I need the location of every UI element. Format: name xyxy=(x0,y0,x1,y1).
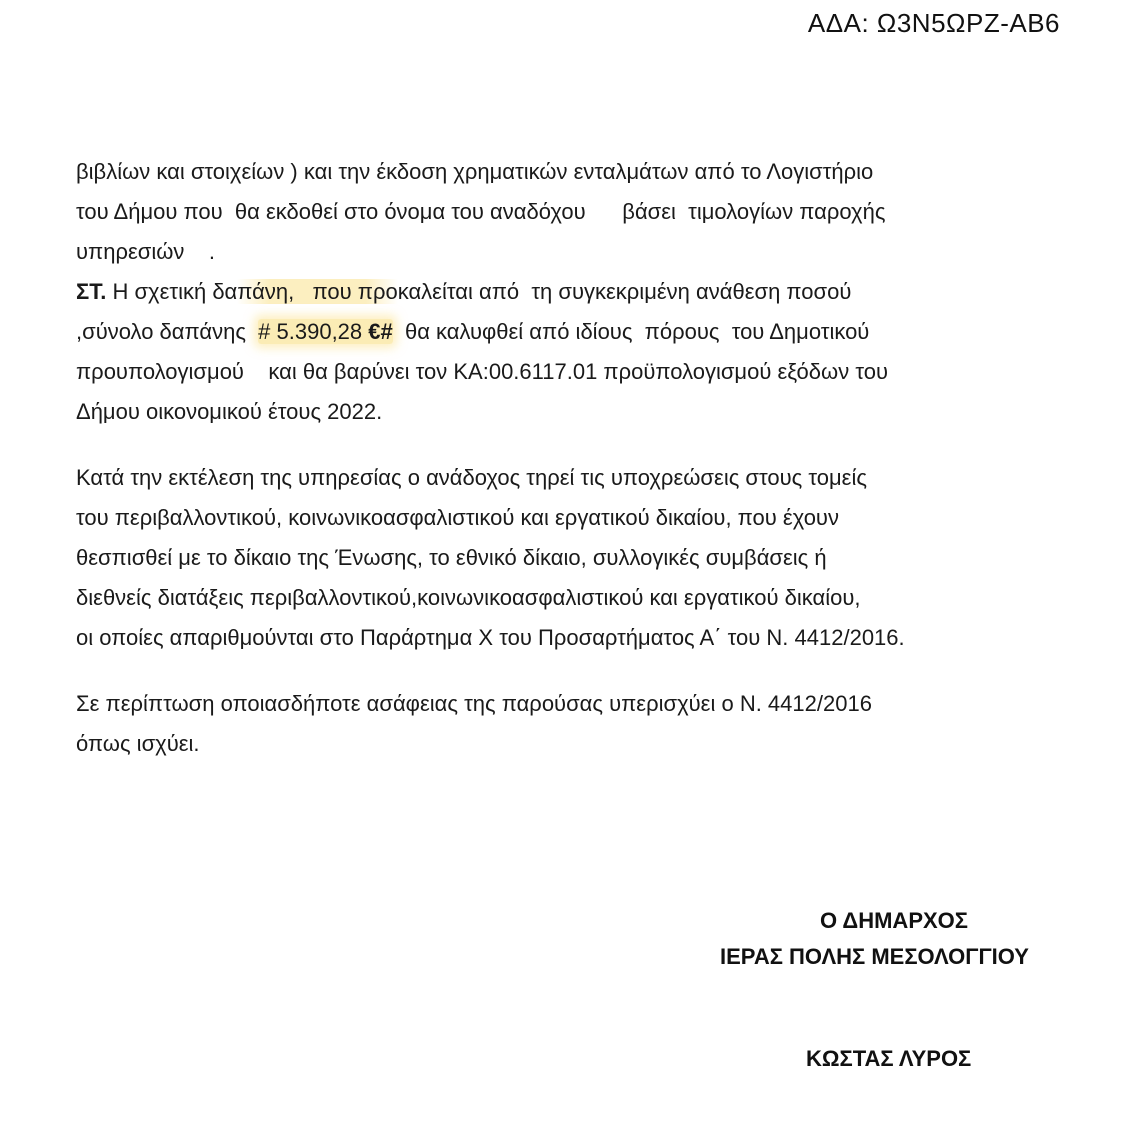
paragraph-spacer xyxy=(76,658,1054,684)
text-line: Σε περίπτωση οποιασδήποτε ασάφειας της παρούσας υπερισχύει ο Ν. 4412/2016 xyxy=(76,691,872,716)
text-line: θεσπισθεί με το δίκαιο της Ένωσης, το εθνικό δίκαιο, συλλογικές συμβάσεις ή xyxy=(76,545,827,570)
text-line: του περιβαλλοντικού, κοινωνικοασφαλιστικού και εργατικού δικαίου, που έχουν xyxy=(76,505,839,530)
text-line: όπως ισχύει. xyxy=(76,731,200,756)
text-line: βιβλίων και στοιχείων ) και την έκδοση χρηματικών ενταλμάτων από το Λογιστήριο xyxy=(76,159,874,184)
paragraph-obligations xyxy=(76,458,1054,658)
signature-title: Ο ΔΗΜΑΡΧΟΣ xyxy=(820,908,968,933)
text-line xyxy=(76,272,1054,312)
expense-currency: €# xyxy=(362,319,393,344)
expense-amount: # 5.390,28 xyxy=(258,319,363,344)
document-body xyxy=(76,152,1054,764)
text-fragment: Η σχετική δα xyxy=(106,279,238,304)
paragraph-payment-process xyxy=(76,152,1054,272)
signature-name: ΚΩΣΤΑΣ ΛΥΡΟΣ xyxy=(806,1046,972,1071)
text-line: προυπολογισμού και θα βαρύνει τον ΚΑ:00.6117.01 προϋπολογισμού εξόδων του xyxy=(76,359,888,384)
text-line: διεθνείς διατάξεις περιβαλλοντικού,κοινωνικοασφαλιστικού και εργατικού δικαίου, xyxy=(76,585,861,610)
text-line: υπηρεσιών . xyxy=(76,239,215,264)
text-fragment: ,σύνολο δαπάνης xyxy=(76,319,259,344)
signature-organization: ΙΕΡΑΣ ΠΟΛΗΣ ΜΕΣΟΛΟΓΓΙΟΥ xyxy=(720,944,1029,969)
paragraph-expense-st xyxy=(76,272,1054,432)
text-line: οι οποίες απαριθμούνται στο Παράρτημα X του Προσαρτήματος Α΄ του Ν. 4412/2016. xyxy=(76,625,905,650)
text-fragment: θα καλυφθεί από ιδίους πόρους του Δημοτικού xyxy=(392,319,870,344)
ada-identifier: ΑΔΑ: Ω3Ν5ΩΡΖ-ΑΒ6 xyxy=(807,8,1060,38)
paragraph-ambiguity xyxy=(76,684,1054,764)
text-fragment: καλείται από τη συγκεκριμένη ανάθεση ποσού xyxy=(397,279,852,304)
text-line: του Δήμου που θα εκδοθεί στο όνομα του αναδόχου βάσει τιμολογίων παροχής xyxy=(76,199,886,224)
highlighted-fragment: πάνη, που προ xyxy=(237,279,398,304)
text-line: Κατά την εκτέλεση της υπηρεσίας ο ανάδοχος τηρεί τις υποχρεώσεις στους τομείς xyxy=(76,465,867,490)
text-line xyxy=(76,312,1054,352)
expense-amount-highlight xyxy=(258,319,393,344)
section-label-st: ΣΤ. xyxy=(76,279,107,304)
paragraph-spacer xyxy=(76,432,1054,458)
text-line: Δήμου οικονομικού έτους 2022. xyxy=(76,399,383,424)
